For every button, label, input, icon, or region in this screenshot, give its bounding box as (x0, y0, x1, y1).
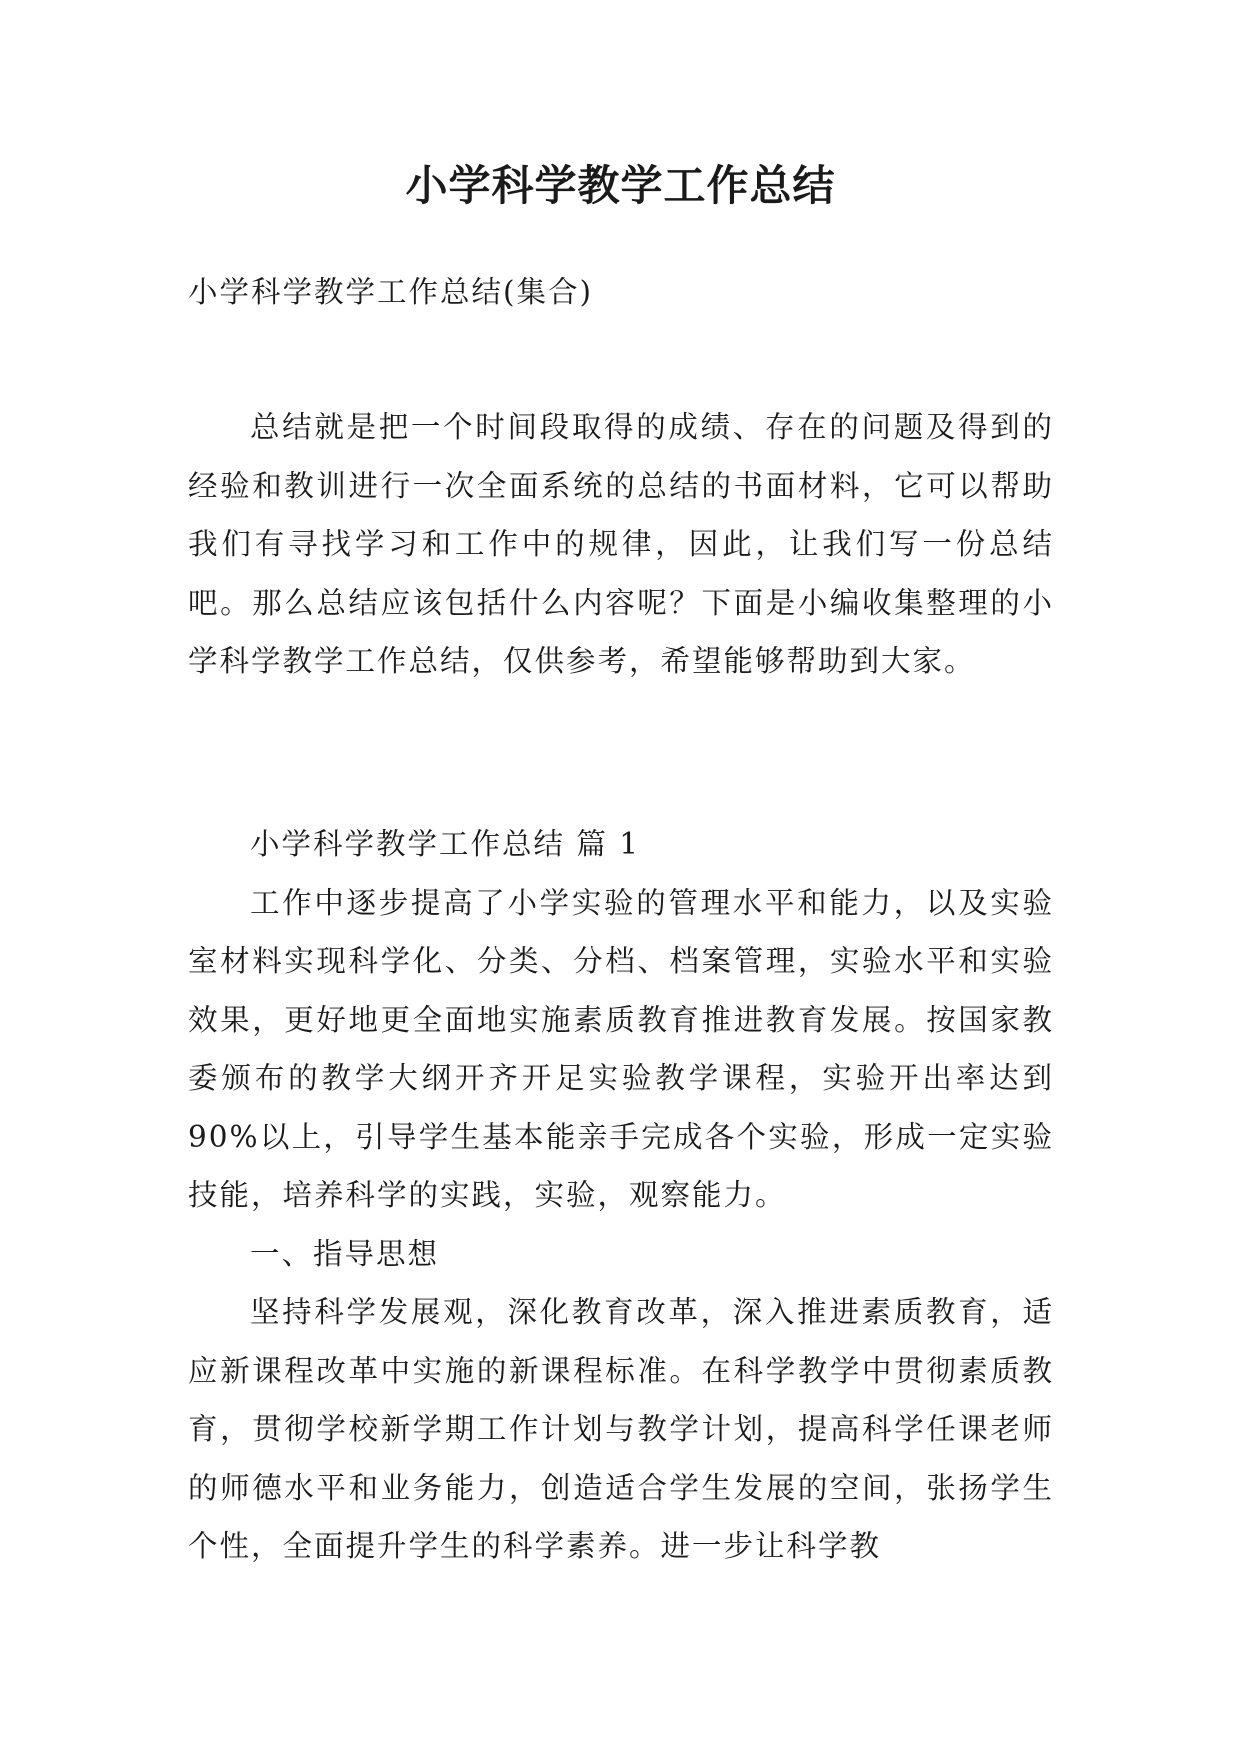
section-subheading: 一、指导思想 (250, 1236, 440, 1271)
section-paragraph: 工作中逐步提高了小学实验的管理水平和能力，以及实验室材料实现科学化、分类、分档、档案管理，实验水平和实验效果，更好地更全面地实施素质教育推进教育发展。按国家教委颁布的教学大纲开齐开足实验教学课程，实验开出率达到90%以上，引导学生基本能亲手完成各个实验，形成一定实验技能，培养科学的实践，实验，观察能力。 (188, 885, 1054, 1212)
document-subtitle: 小学科学教学工作总结(集合) (188, 275, 594, 309)
section-heading: 小学科学教学工作总结 篇 1 (250, 827, 641, 861)
document-title: 小学科学教学工作总结 (405, 161, 836, 210)
section-1 (188, 815, 1054, 1576)
intro-paragraph: 总结就是把一个时间段取得的成绩、存在的问题及得到的经验和教训进行一次全面系统的总结的书面材料，它可以帮助我们有寻找学习和工作中的规律，因此，让我们写一份总结吧。那么总结应该包括什么内容呢？下面是小编收集整理的小学科学教学工作总结，仅供参考，希望能够帮助到大家。 (188, 410, 1054, 678)
section-paragraph: 坚持科学发展观，深化教育改革，深入推进素质教育，适应新课程改革中实施的新课程标准。在科学教学中贯彻素质教育，贯彻学校新学期工作计划与教学计划，提高科学任课老师的师德水平和业务能力，创造适合学生发展的空间，张扬学生个性，全面提升学生的科学素养。进一步让科学教 (188, 1295, 1054, 1563)
